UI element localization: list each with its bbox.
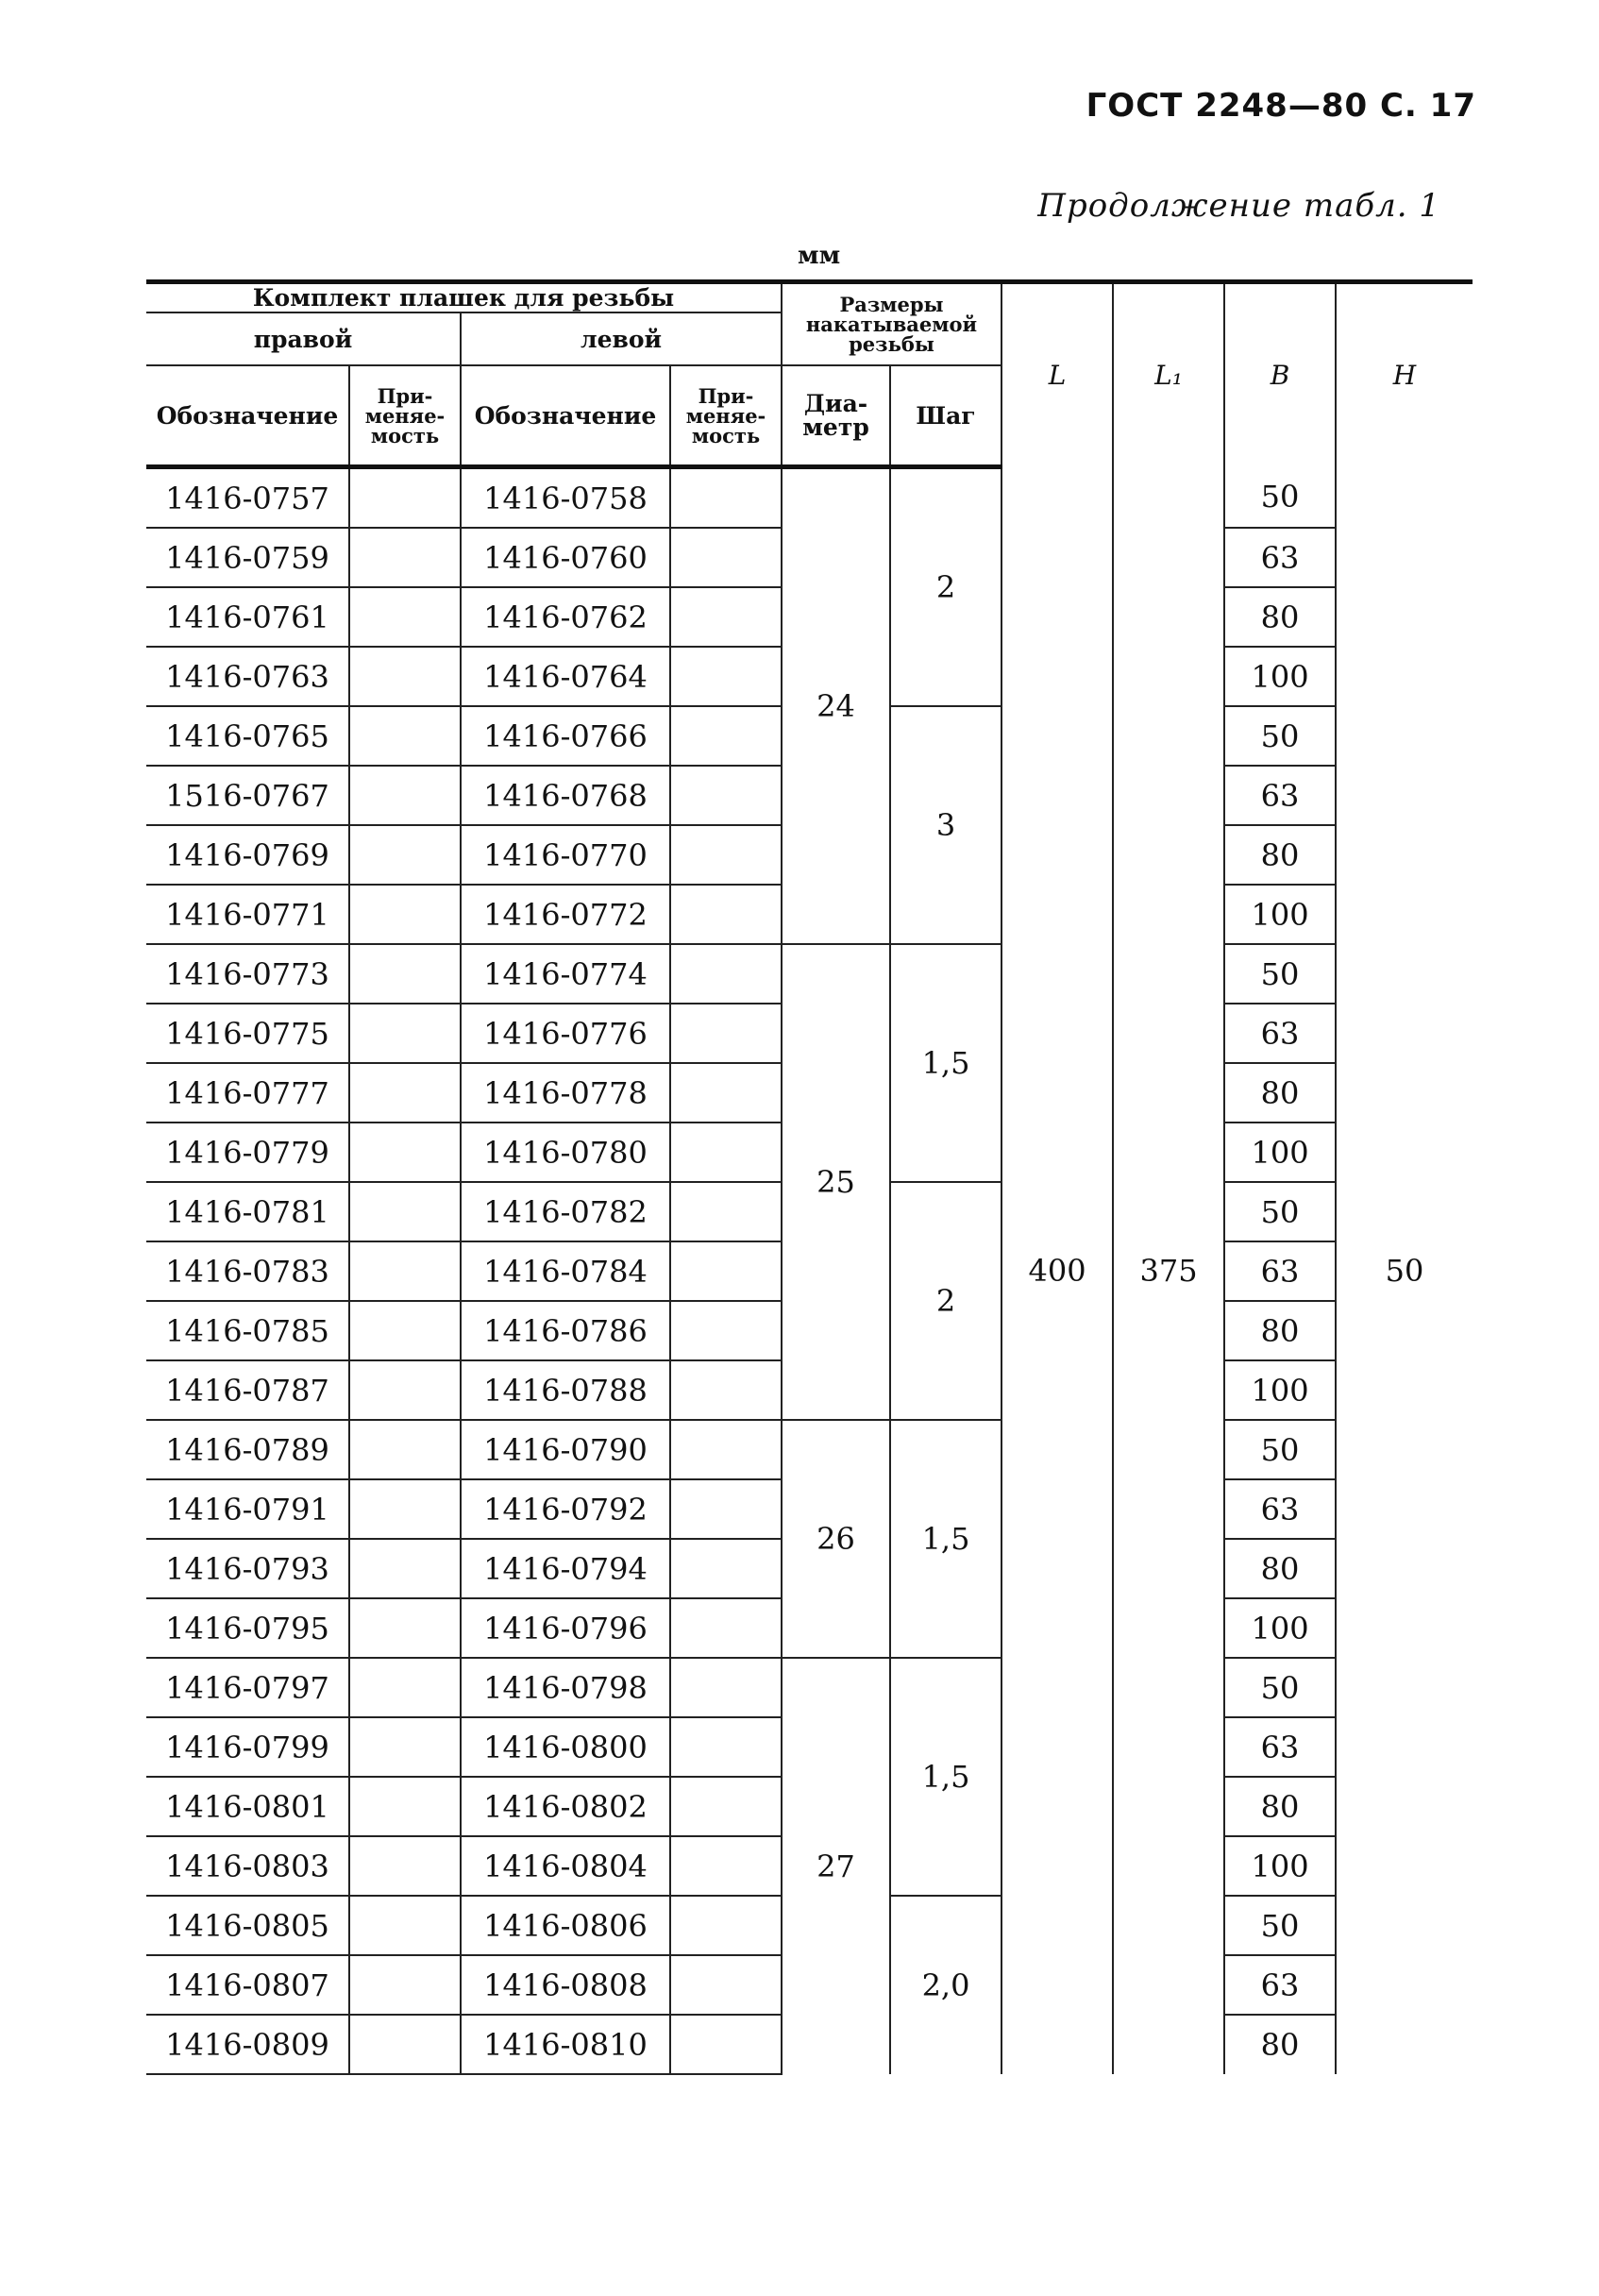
left-applicability-cell: [670, 1241, 782, 1301]
right-applicability-cell: [349, 1896, 461, 1955]
left-applicability-cell: [670, 1123, 782, 1182]
right-applicability-cell: [349, 825, 461, 885]
B-cell: 50: [1224, 706, 1336, 766]
right-applicability-cell: [349, 1063, 461, 1123]
right-designation-cell: 1416-0793: [146, 1539, 349, 1598]
B-cell: 100: [1224, 1360, 1336, 1420]
left-designation-cell: 1416-0778: [461, 1063, 670, 1123]
L1-cell: 375: [1113, 467, 1224, 2075]
left-applicability-cell: [670, 706, 782, 766]
L-header: L: [1001, 282, 1113, 467]
right-designation-cell: 1416-0775: [146, 1004, 349, 1063]
diameter-cell: 24: [782, 467, 890, 945]
right-applicability-cell: [349, 528, 461, 587]
left-designation-cell: 1416-0760: [461, 528, 670, 587]
right-applicability-cell: [349, 1717, 461, 1777]
left-designation-cell: 1416-0804: [461, 1836, 670, 1896]
left-applicability-cell: [670, 467, 782, 529]
right-designation-cell: 1416-0795: [146, 1598, 349, 1658]
left-applicability-cell: [670, 587, 782, 647]
right-designation-cell: 1416-0763: [146, 647, 349, 706]
right-designation-cell: 1416-0787: [146, 1360, 349, 1420]
H-header: H: [1336, 282, 1473, 467]
right-applicability-cell: [349, 1123, 461, 1182]
pitch-cell: 2: [890, 467, 1001, 707]
right-applicability-cell: [349, 1539, 461, 1598]
left-designation-cell: 1416-0776: [461, 1004, 670, 1063]
right-applicability-cell: [349, 1598, 461, 1658]
left-applicability-cell: [670, 1598, 782, 1658]
left-applicability-cell: [670, 825, 782, 885]
right-designation-cell: 1416-0797: [146, 1658, 349, 1717]
B-cell: 80: [1224, 1063, 1336, 1123]
left-applicability-cell: [670, 1717, 782, 1777]
diameter-cell: 25: [782, 944, 890, 1420]
B-cell: 100: [1224, 1836, 1336, 1896]
left-designation-cell: 1416-0806: [461, 1896, 670, 1955]
B-cell: 63: [1224, 1955, 1336, 2015]
L1-header: L₁: [1113, 282, 1224, 467]
B-cell: 100: [1224, 1123, 1336, 1182]
B-cell: 63: [1224, 1004, 1336, 1063]
B-cell: 50: [1224, 1420, 1336, 1479]
right-applicability-cell: [349, 1360, 461, 1420]
table-row: [146, 944, 1473, 1004]
right-designation-cell: 1416-0783: [146, 1241, 349, 1301]
left-designation-cell: 1416-0764: [461, 647, 670, 706]
B-cell: 100: [1224, 647, 1336, 706]
right-applicability-cell: [349, 1182, 461, 1241]
kit-header: Комплект плашек для резьбы: [146, 282, 782, 313]
B-cell: 80: [1224, 1777, 1336, 1836]
diameter-header: Диа- метр: [782, 365, 890, 467]
right-applicability-cell: [349, 1004, 461, 1063]
left-applicability-cell: [670, 1836, 782, 1896]
pitch-cell: 2: [890, 1182, 1001, 1420]
B-cell: 50: [1224, 1182, 1336, 1241]
dies-table: [146, 279, 1473, 2075]
diameter-cell: 26: [782, 1420, 890, 1658]
B-cell: 80: [1224, 1539, 1336, 1598]
left-designation-header: Обозначение: [461, 365, 670, 467]
left-applicability-cell: [670, 1360, 782, 1420]
right-applicability-cell: [349, 766, 461, 825]
left-designation-cell: 1416-0758: [461, 467, 670, 529]
left-designation-cell: 1416-0796: [461, 1598, 670, 1658]
left-applicability-cell: [670, 1896, 782, 1955]
right-designation-cell: 1416-0761: [146, 587, 349, 647]
H-cell: 50: [1336, 467, 1473, 2075]
left-designation-cell: 1416-0782: [461, 1182, 670, 1241]
right-applicability-cell: [349, 1479, 461, 1539]
left-designation-cell: 1416-0798: [461, 1658, 670, 1717]
table-row: [146, 1420, 1473, 1479]
right-designation-cell: 1416-0791: [146, 1479, 349, 1539]
left-applicability-cell: [670, 1420, 782, 1479]
right-designation-cell: 1416-0769: [146, 825, 349, 885]
B-cell: 80: [1224, 2015, 1336, 2074]
left-designation-cell: 1416-0780: [461, 1123, 670, 1182]
right-designation-cell: 1416-0803: [146, 1836, 349, 1896]
B-cell: 50: [1224, 1658, 1336, 1717]
left-designation-cell: 1416-0808: [461, 1955, 670, 2015]
left-applicability-cell: [670, 1182, 782, 1241]
B-cell: 80: [1224, 587, 1336, 647]
right-designation-header: Обозначение: [146, 365, 349, 467]
right-designation-cell: 1416-0759: [146, 528, 349, 587]
table-row: [146, 1658, 1473, 1717]
right-designation-cell: 1416-0807: [146, 1955, 349, 2015]
right-designation-cell: 1416-0773: [146, 944, 349, 1004]
right-applicability-cell: [349, 1658, 461, 1717]
right-designation-cell: 1416-0777: [146, 1063, 349, 1123]
left-designation-cell: 1416-0772: [461, 885, 670, 944]
left-designation-cell: 1416-0810: [461, 2015, 670, 2074]
table-body: [146, 467, 1473, 2075]
table-continuation-caption: Продолжение табл. 1: [1037, 187, 1440, 225]
left-applicability-cell: [670, 885, 782, 944]
right-designation-cell: 1416-0779: [146, 1123, 349, 1182]
B-cell: 100: [1224, 885, 1336, 944]
right-designation-cell: 1516-0767: [146, 766, 349, 825]
pitch-cell: 1,5: [890, 1420, 1001, 1658]
right-applicability-cell: [349, 1301, 461, 1360]
right-applicability-cell: [349, 647, 461, 706]
left-thread-header: левой: [461, 312, 782, 365]
table-row: [146, 467, 1473, 529]
right-applicability-cell: [349, 1420, 461, 1479]
B-cell: 80: [1224, 1301, 1336, 1360]
right-designation-cell: 1416-0765: [146, 706, 349, 766]
right-designation-cell: 1416-0801: [146, 1777, 349, 1836]
left-applicability-cell: [670, 647, 782, 706]
left-applicability-cell: [670, 1063, 782, 1123]
right-applicability-cell: [349, 1836, 461, 1896]
left-designation-cell: 1416-0788: [461, 1360, 670, 1420]
right-designation-cell: 1416-0781: [146, 1182, 349, 1241]
B-cell: 50: [1224, 1896, 1336, 1955]
right-applicability-cell: [349, 467, 461, 529]
left-applicability-cell: [670, 944, 782, 1004]
left-designation-cell: 1416-0770: [461, 825, 670, 885]
L-cell: 400: [1001, 467, 1113, 2075]
B-cell: 63: [1224, 528, 1336, 587]
thread-sizes-header: Размеры накатываемой резьбы: [782, 282, 1001, 366]
right-applicability-cell: [349, 885, 461, 944]
left-designation-cell: 1416-0774: [461, 944, 670, 1004]
left-applicability-cell: [670, 2015, 782, 2074]
left-applicability-cell: [670, 1777, 782, 1836]
B-cell: 50: [1224, 467, 1336, 529]
right-applicability-cell: [349, 706, 461, 766]
right-designation-cell: 1416-0799: [146, 1717, 349, 1777]
right-designation-cell: 1416-0757: [146, 467, 349, 529]
right-designation-cell: 1416-0785: [146, 1301, 349, 1360]
right-applicability-cell: [349, 1955, 461, 2015]
left-designation-cell: 1416-0766: [461, 706, 670, 766]
B-cell: 80: [1224, 825, 1336, 885]
diameter-cell: 27: [782, 1658, 890, 2074]
left-applicability-cell: [670, 528, 782, 587]
left-applicability-cell: [670, 1301, 782, 1360]
B-cell: 63: [1224, 1479, 1336, 1539]
right-applicability-cell: [349, 944, 461, 1004]
right-designation-cell: 1416-0805: [146, 1896, 349, 1955]
right-designation-cell: 1416-0789: [146, 1420, 349, 1479]
B-cell: 63: [1224, 1241, 1336, 1301]
left-applicability-header: При- меняе- мость: [670, 365, 782, 467]
left-applicability-cell: [670, 1539, 782, 1598]
left-designation-cell: 1416-0786: [461, 1301, 670, 1360]
right-designation-cell: 1416-0809: [146, 2015, 349, 2074]
B-header: B: [1224, 282, 1336, 467]
left-designation-cell: 1416-0762: [461, 587, 670, 647]
left-designation-cell: 1416-0800: [461, 1717, 670, 1777]
right-applicability-cell: [349, 2015, 461, 2074]
pitch-cell: 2,0: [890, 1896, 1001, 2074]
left-designation-cell: 1416-0790: [461, 1420, 670, 1479]
B-cell: 63: [1224, 1717, 1336, 1777]
left-designation-cell: 1416-0784: [461, 1241, 670, 1301]
left-applicability-cell: [670, 1479, 782, 1539]
left-designation-cell: 1416-0802: [461, 1777, 670, 1836]
pitch-header: Шаг: [890, 365, 1001, 467]
unit-label: мм: [798, 242, 841, 270]
left-applicability-cell: [670, 766, 782, 825]
B-cell: 50: [1224, 944, 1336, 1004]
right-applicability-cell: [349, 1777, 461, 1836]
pitch-cell: 3: [890, 706, 1001, 944]
right-designation-cell: 1416-0771: [146, 885, 349, 944]
right-applicability-cell: [349, 1241, 461, 1301]
B-cell: 63: [1224, 766, 1336, 825]
right-applicability-header: При- меняе- мость: [349, 365, 461, 467]
left-designation-cell: 1416-0792: [461, 1479, 670, 1539]
left-applicability-cell: [670, 1658, 782, 1717]
document-reference: ГОСТ 2248—80 С. 17: [1086, 87, 1476, 125]
right-applicability-cell: [349, 587, 461, 647]
left-applicability-cell: [670, 1955, 782, 2015]
right-thread-header: правой: [146, 312, 461, 365]
B-cell: 100: [1224, 1598, 1336, 1658]
left-designation-cell: 1416-0794: [461, 1539, 670, 1598]
pitch-cell: 1,5: [890, 944, 1001, 1182]
pitch-cell: 1,5: [890, 1658, 1001, 1896]
left-designation-cell: 1416-0768: [461, 766, 670, 825]
left-applicability-cell: [670, 1004, 782, 1063]
